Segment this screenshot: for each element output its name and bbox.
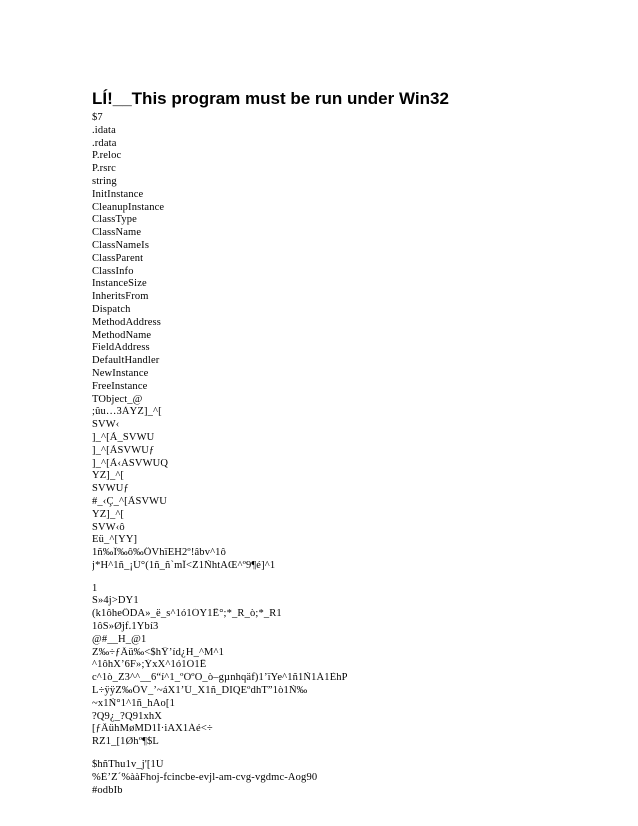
text-line: string [92, 175, 117, 187]
text-line: %È’Z´%ààFhoj-fcincbe-evjl-am-cvg-vgdmc-Aog90 [92, 771, 318, 783]
text-line: ]_^[ÃSVWUƒ [92, 444, 155, 456]
text-line: #odbIb [92, 784, 123, 796]
text-line: ClassParent [92, 252, 144, 264]
text-line: DefaultHandler [92, 355, 160, 367]
text-line: $hñThu1v_j'[1Ù [92, 759, 164, 771]
text-line: SVW‹ô [92, 521, 125, 533]
text-line: .idata [92, 124, 116, 136]
text-line: j*H^1ñ_¡Ú°(1ñ_ñ`mÏ<Z1ÑhtAŒ^º9¶é]^1 [92, 559, 276, 571]
text-line: ClassNameIs [92, 239, 150, 251]
text-line: P.reloc [92, 150, 122, 162]
text-line: (k1ôheÖDA»_ë_s^1ó1ÓY1Ë°;*_R_ò;*_R1 [92, 608, 282, 620]
text-line: @#__H_@1 [92, 633, 147, 645]
text-line: #_‹Ç_^[ÃSVWU [92, 495, 167, 507]
text-line: ClassName [92, 227, 142, 239]
text-line: InitInstance [92, 188, 144, 200]
text-line: FreeInstance [92, 380, 148, 392]
text-line: YZ]_^[ [92, 508, 125, 520]
text-line: RZ1_[1Øhº¶$L [92, 736, 159, 748]
text-line: MethodName [92, 329, 152, 341]
text-line: .rdata [92, 137, 117, 149]
text-line: [ƒÄühMøMD1Í·iAX1Áé<÷ [92, 723, 213, 735]
text-line: $7 [92, 112, 103, 123]
text-line: YZ]_^[ [92, 470, 125, 482]
text-line: 1 [92, 582, 98, 594]
text-line: ClassType [92, 214, 137, 226]
text-line: InstanceSize [92, 278, 147, 290]
text-line: NewInstance [92, 367, 149, 379]
text-line: ClassInfo [92, 265, 134, 277]
text-line: ~x1Ñ°1^1ñ_hAo[1 [92, 697, 175, 709]
text-line: ]_^[Ã‹ÀSVWUQ [92, 457, 169, 469]
document-title: LÍ!__This program must be run under Win32 [92, 89, 449, 108]
text-line: c^1ò_Z3^^__6“í^1_ºÓºO_ò–gµnhqäf)1’ïYe^1ñ1Ñ1Á1ÈhP [92, 672, 348, 684]
text-line: FieldAddress [92, 342, 150, 354]
text-line: L÷ÿÿZ‰ÖV_’~áX1’Ú_X1ñ_DIQEºdhT”1ò1Ñ‰ [92, 685, 308, 697]
text-line: TObject_@ [92, 393, 143, 405]
text-line: ^1ôhX’6F»;ÝxX^1ó1Ó1Ë [92, 659, 207, 671]
text-line [92, 749, 592, 759]
text-line: 1ñ‰Î‰ô‰ÖVhïEH2º!âbv^1ô [92, 547, 226, 559]
text-line: CleanupInstance [92, 201, 165, 213]
text-line: P.rsrc [92, 163, 116, 175]
text-line: Eü_^[YY] [92, 534, 138, 546]
text-line: S»4j>DY1 [92, 595, 139, 607]
text-line [92, 573, 592, 583]
text-line: ?Q9¿_?Q91xhX [92, 710, 163, 722]
text-line: Dispatch [92, 303, 131, 315]
text-line: MethodAddress [92, 316, 162, 328]
text-line: 1ôS»Øjf.1Ybí3 [92, 621, 159, 633]
text-line: InheritsFrom [92, 291, 149, 303]
text-line: ;ûu…3ÀYZ]_^[ [92, 406, 162, 418]
text-line: ]_^[Ã_SVWU [92, 431, 155, 443]
text-line: SVW‹ [92, 419, 120, 431]
document-body [92, 112, 592, 797]
text-line: SVWUƒ [92, 483, 129, 495]
text-line: Z‰÷ƒÄü‰<$hŸ’íd¿H_^M^1 [92, 646, 225, 658]
